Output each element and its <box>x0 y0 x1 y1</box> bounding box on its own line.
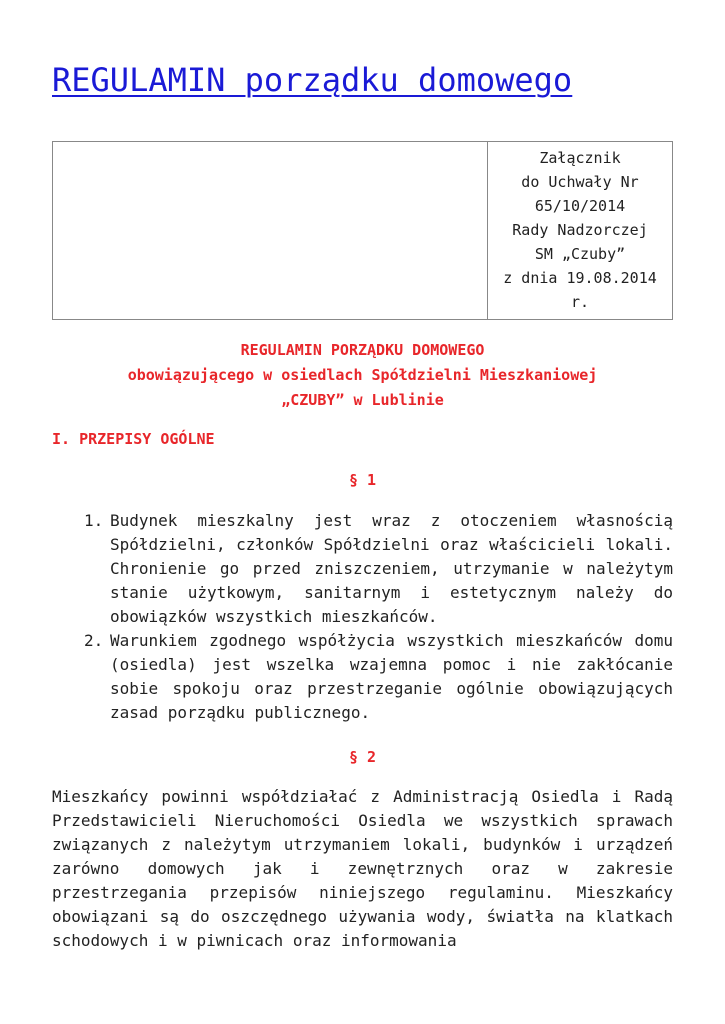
regulation-heading-line: „CZUBY” w Lublinie <box>281 391 444 409</box>
document-title-link[interactable]: REGULAMIN porządku domowego <box>52 61 573 99</box>
attachment-note-line: 65/10/2014 <box>534 197 626 215</box>
attachment-note-cell <box>488 142 673 320</box>
attachment-empty-cell <box>53 142 488 320</box>
section-heading: I. PRZEPISY OGÓLNE <box>52 430 215 448</box>
attachment-table <box>52 141 673 320</box>
document-title[interactable] <box>52 58 572 102</box>
paragraph-2-text: Mieszkańcy powinni współdziałać z Administracją Osiedla i Radą Przedstawicieli Nieruchomości Osiedla we wszystkich sprawach związanych z należytym utrzymaniem lokali, budynków i urządzeń zarówno domowych jak i zewnętrznych oraz w zakresie przestrzegania przepisów niniejszego regulaminu. Mieszkańcy obowiązani są do oszczędnego używania wody, światła na klatkach schodowych i w piwnicach oraz informowania <box>52 787 673 950</box>
list-item-text: Warunkiem zgodnego współżycia wszystkich mieszkańców domu (osiedla) jest wszelka wzajemna pomoc i nie zakłócanie sobie spokoju oraz przestrzeganie ogólnie obowiązujących zasad porządku publicznego. <box>110 631 673 722</box>
attachment-note-line: SM „Czuby” <box>534 245 626 263</box>
list-item <box>52 629 673 725</box>
paragraph-1-list <box>52 509 673 725</box>
attachment-note-line: r. <box>570 293 590 311</box>
attachment-note-line: Rady Nadzorczej <box>512 221 648 239</box>
regulation-heading-line: obowiązującego w osiedlach Spółdzielni Mieszkaniowej <box>127 366 598 384</box>
paragraph-mark-1: § 1 <box>348 471 377 489</box>
attachment-note-line: do Uchwały Nr <box>521 173 639 191</box>
list-item-text: Budynek mieszkalny jest wraz z otoczeniem własnością Spółdzielni, członków Spółdzielni oraz właścicieli lokali. Chronienie go przed zniszczeniem, utrzymanie w należytym stanie użytkowym, sanitarnym i estetycznym należy do obowiązków wszystkich mieszkańców. <box>110 511 673 626</box>
list-item <box>52 509 673 629</box>
attachment-note-line: Załącznik <box>539 149 621 167</box>
attachment-note-line: z dnia 19.08.2014 <box>503 269 657 287</box>
regulation-heading <box>52 338 673 413</box>
regulation-heading-line: REGULAMIN PORZĄDKU DOMOWEGO <box>240 341 485 359</box>
list-item-number: 2. <box>84 631 104 650</box>
paragraph-mark-2: § 2 <box>348 748 377 766</box>
list-item-number: 1. <box>84 511 104 530</box>
